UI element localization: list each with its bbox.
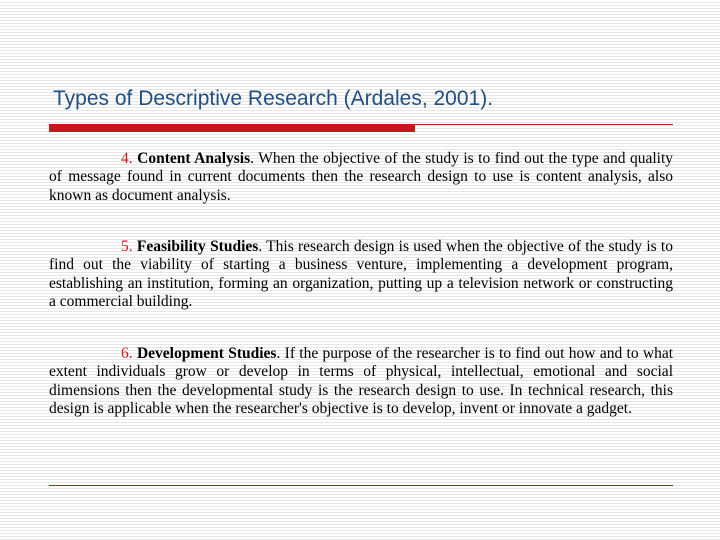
- section-number: 6.: [121, 345, 133, 362]
- section-number: 5.: [121, 238, 133, 255]
- section-heading: Development Studies: [136, 345, 277, 362]
- slide-title: Types of Descriptive Research (Ardales, 2001).: [53, 87, 494, 110]
- section-text: . When the objective of the study is to find out the type and quality of message found in current documents then the research design to use is content analysis, also known as document analysis.: [49, 150, 673, 204]
- section-heading: Feasibility Studies: [136, 238, 259, 255]
- section-text: . This research design is used when the objective of the study is to find out the viability of starting a business venture, implementing a development program, establishing an institution, forming an organization, putting up a television network or constructing a commercial building.: [49, 238, 673, 310]
- footer-rule: [49, 485, 673, 486]
- section-content-analysis: [49, 150, 673, 205]
- section-number: 4.: [121, 150, 133, 167]
- title-underline-bar: [49, 124, 415, 132]
- section-heading: Content Analysis: [137, 150, 251, 167]
- title-underline-line: [415, 124, 673, 125]
- section-feasibility-studies: [49, 238, 673, 311]
- section-development-studies: [49, 345, 673, 418]
- section-text: . If the purpose of the researcher is to find out how and to what extent individuals grow or develop in terms of physical, intellectual, emotional and social dimensions then the developmental study is the research design to use. In technical research, this design is applicable when the researcher's objective is to develop, invent or innovate a gadget.: [49, 345, 674, 417]
